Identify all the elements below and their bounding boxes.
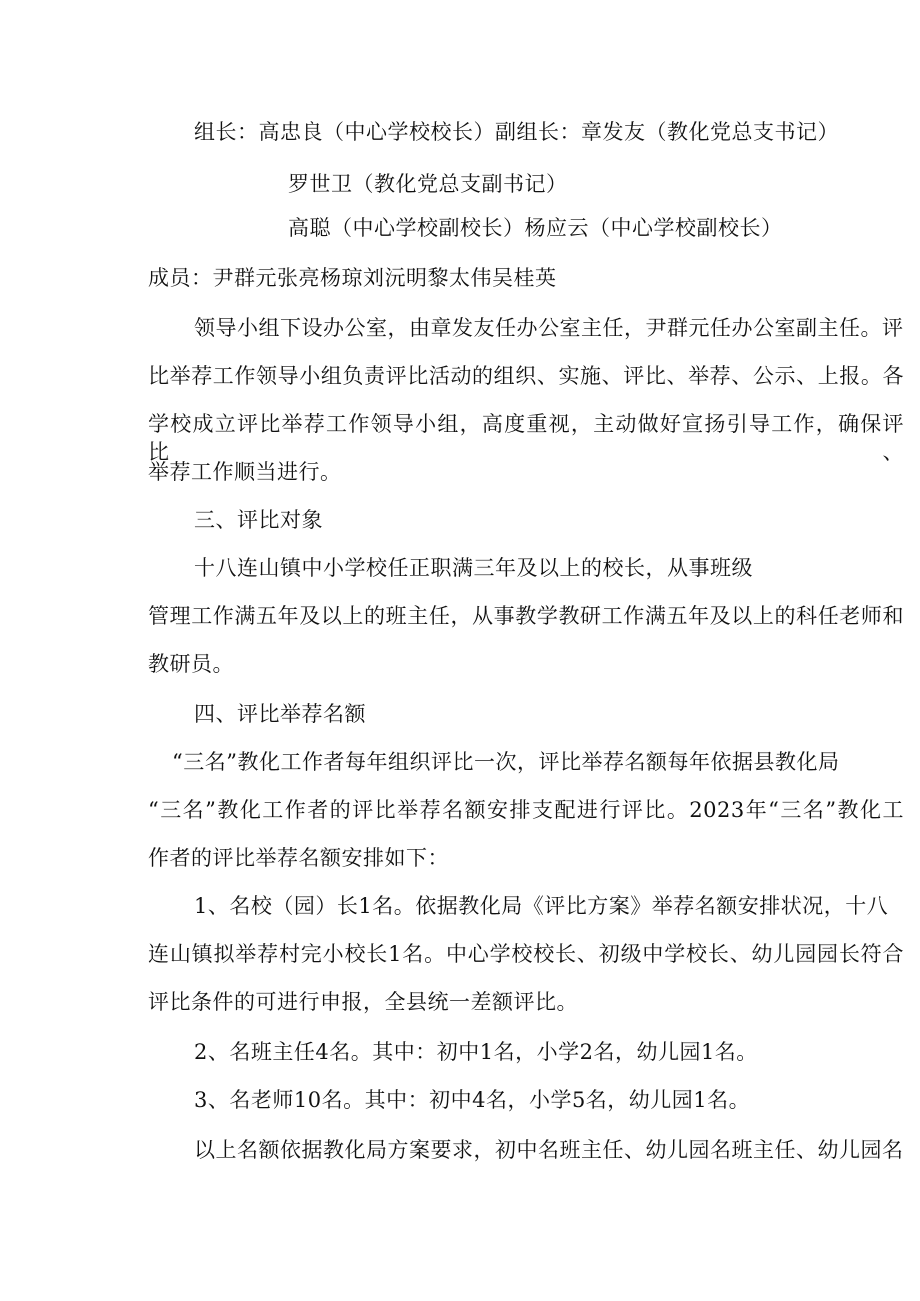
office-paragraph-line: 领导小组下设办公室，由章发友任办公室主任，尹群元任办公室副主任。评 bbox=[194, 316, 904, 340]
item-3-line: 3、名老师10名。其中：初中4名，小学5名，幼儿园1名。 bbox=[194, 1088, 751, 1112]
section-3-line: 教研员。 bbox=[148, 652, 234, 676]
section-heading-3: 三、评比对象 bbox=[194, 508, 323, 532]
section-4-intro-line: “三名”教化工作者的评比举荐名额安排支配进行评比。2023年“三名”教化工 bbox=[148, 798, 904, 822]
deputy-line-1: 罗世卫（教化党总支副书记） bbox=[288, 172, 568, 196]
section-4-intro-line: 作者的评比举荐名额安排如下： bbox=[148, 846, 449, 870]
section-4-intro-line: “三名”教化工作者每年组织评比一次，评比举荐名额每年依据县教化局 bbox=[172, 750, 840, 774]
office-paragraph-line: 学校成立评比举荐工作领导小组，高度重视，主动做好宣扬引导工作，确保评比、 bbox=[148, 412, 904, 464]
deputy-line-2: 高聪（中心学校副校长）杨应云（中心学校副校长） bbox=[288, 216, 783, 240]
item-1-line: 连山镇拟举荐村完小校长1名。中心学校校长、初级中学校长、幼儿园园长符合 bbox=[148, 942, 904, 966]
item-1-line: 1、名校（园）长1名。依据教化局《评比方案》举荐名额安排状况，十八 bbox=[194, 894, 889, 918]
members-line: 成员：尹群元张亮杨琼刘沅明黎太伟吴桂英 bbox=[148, 266, 557, 290]
section-heading-4: 四、评比举荐名额 bbox=[194, 702, 366, 726]
office-paragraph-line: 比举荐工作领导小组负责评比活动的组织、实施、评比、举荐、公示、上报。各 bbox=[148, 364, 904, 388]
item-2-line: 2、名班主任4名。其中：初中1名，小学2名，幼儿园1名。 bbox=[194, 1040, 758, 1064]
office-paragraph-line: 举荐工作顺当进行。 bbox=[148, 460, 342, 484]
section-3-line: 十八连山镇中小学校任正职满三年及以上的校长，从事班级 bbox=[194, 556, 753, 580]
item-1-line: 评比条件的可进行申报，全县统一差额评比。 bbox=[148, 990, 578, 1014]
leader-line: 组长：高忠良（中心学校校长）副组长：章发友（教化党总支书记） bbox=[194, 120, 839, 144]
closing-line: 以上名额依据教化局方案要求，初中名班主任、幼儿园名班主任、幼儿园名 bbox=[194, 1138, 904, 1162]
section-3-line: 管理工作满五年及以上的班主任，从事教学教研工作满五年及以上的科任老师和 bbox=[148, 604, 904, 628]
